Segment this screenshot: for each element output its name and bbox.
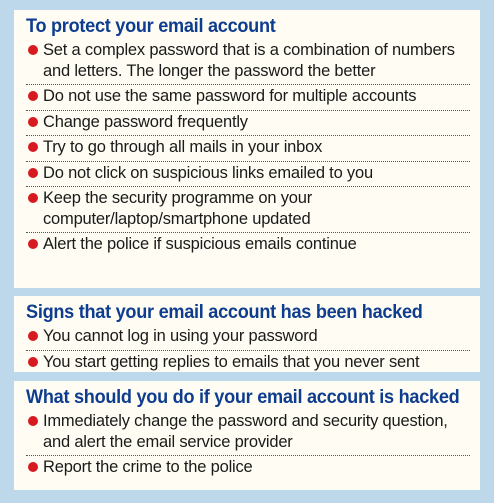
section-title: What should you do if your email account is hacked xyxy=(26,386,460,408)
bullet-icon xyxy=(28,117,38,127)
item-text: Alert the police if suspicious emails continue xyxy=(43,235,357,253)
item-text: You start getting replies to emails that you never sent xyxy=(43,352,420,371)
bullet-icon xyxy=(28,142,38,152)
section-protect-account xyxy=(14,10,480,288)
item-text: Do not click on suspicious links emailed to you xyxy=(43,163,373,182)
item-text: Set a complex password that is a combination of numbers and letters. The longer the password the better xyxy=(43,41,455,80)
item-text: You cannot log in using your password xyxy=(43,327,318,345)
bullet-icon xyxy=(28,45,38,55)
section-signs-hacked xyxy=(14,296,480,372)
list-item xyxy=(26,39,470,85)
item-text: Do not use the same password for multiple accounts xyxy=(43,87,417,105)
item-text: Change password frequently xyxy=(43,112,248,131)
section-title: To protect your email account xyxy=(26,15,276,37)
item-text: Immediately change the password and security question, and alert the email service provider xyxy=(43,412,448,451)
list-item xyxy=(26,325,470,351)
list-item xyxy=(26,233,470,258)
list-item xyxy=(26,111,470,137)
bullet-icon xyxy=(28,462,38,472)
list-item xyxy=(26,85,470,111)
section-title: Signs that your email account has been hacked xyxy=(26,301,423,323)
section-what-to-do xyxy=(14,381,480,490)
list-item xyxy=(26,351,470,376)
bullet-icon xyxy=(28,357,38,367)
bullet-icon xyxy=(28,168,38,178)
bullet-icon xyxy=(28,91,38,101)
bullet-icon xyxy=(28,239,38,249)
bullet-icon xyxy=(28,331,38,341)
list-item xyxy=(26,187,470,233)
bullet-icon xyxy=(28,416,38,426)
list-item xyxy=(26,410,470,456)
signs-list xyxy=(26,325,470,375)
list-item xyxy=(26,162,470,188)
item-text: Report the crime to the police xyxy=(43,458,253,476)
item-text: Try to go through all mails in your inbox xyxy=(43,138,323,156)
item-text: Keep the security programme on your computer/laptop/smartphone updated xyxy=(43,189,313,228)
list-item xyxy=(26,456,470,481)
bullet-icon xyxy=(28,193,38,203)
tips-list xyxy=(26,39,470,258)
actions-list xyxy=(26,410,470,481)
list-item xyxy=(26,136,470,162)
